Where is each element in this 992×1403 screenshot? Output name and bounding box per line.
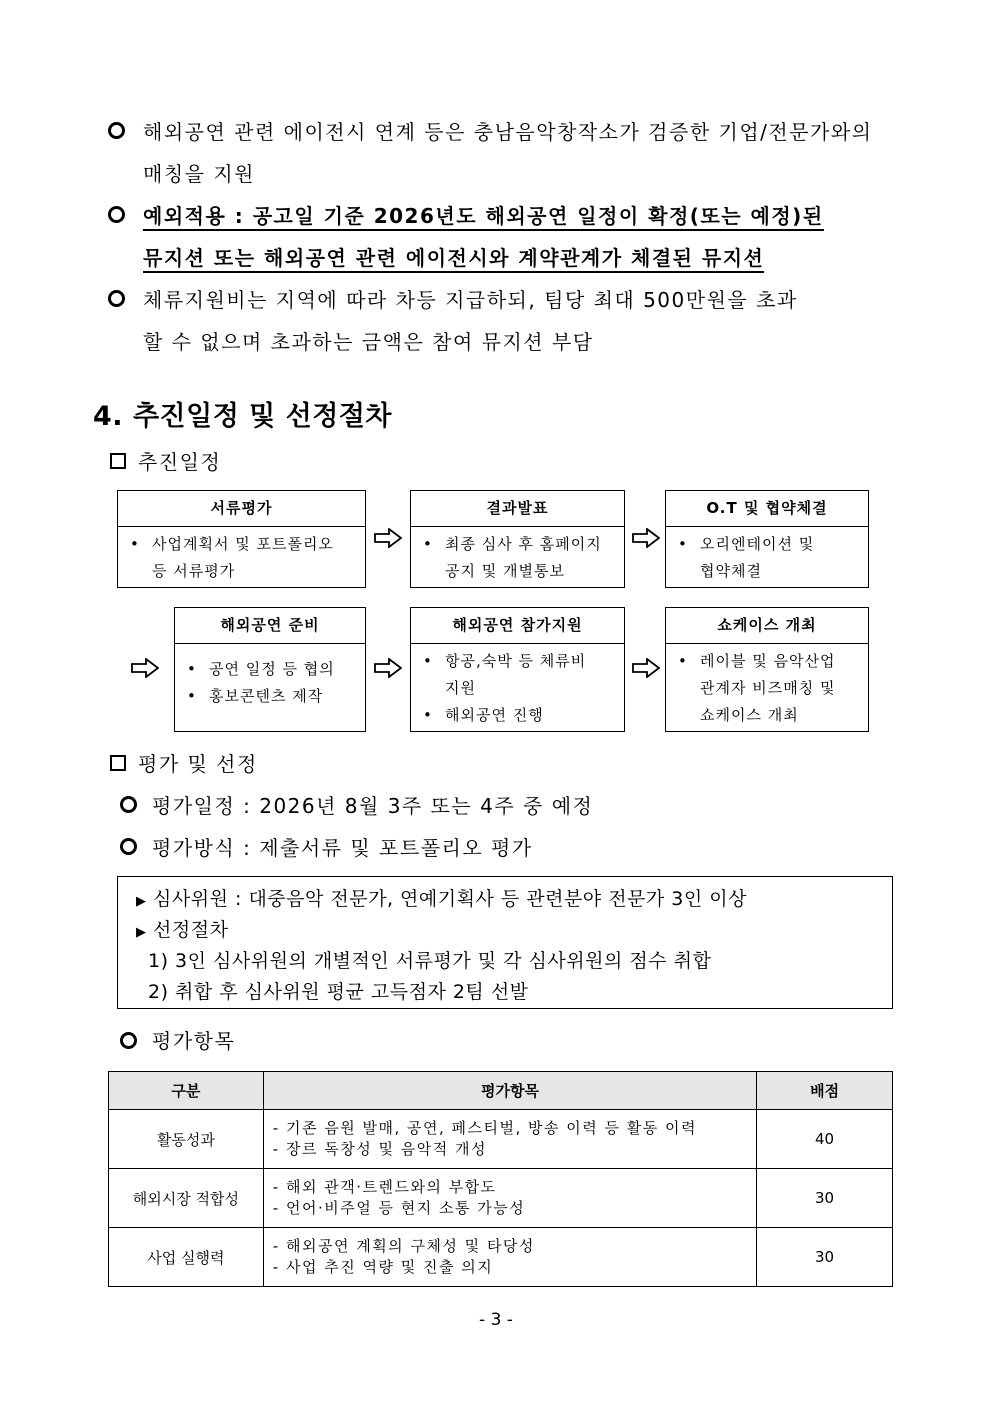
row-item: - 장르 독창성 및 음악적 개성	[272, 1140, 487, 1158]
table-row	[109, 1228, 893, 1287]
circle-bullet-icon	[120, 838, 137, 855]
step-item: 등 서류평가	[152, 562, 236, 580]
evaluation-date: 평가일정 : 2026년 8월 3주 또는 4주 중 예정	[152, 794, 594, 818]
step-item: 쇼케이스 개최	[700, 706, 799, 724]
circle-bullet-icon	[108, 206, 125, 223]
step-ot-agreement	[665, 490, 869, 588]
square-bullet-icon	[110, 755, 126, 771]
row-score: 30	[757, 1228, 893, 1287]
step-item: • 오리엔테이션 및	[674, 531, 860, 558]
judges-line: 심사위원 : 대중음악 전문가, 연예기획사 등 관련분야 전문가 3인 이상	[153, 888, 747, 910]
header-score: 배점	[757, 1072, 893, 1110]
row-score: 30	[757, 1169, 893, 1228]
step-item: 지원	[445, 679, 476, 697]
row-category: 사업 실행력	[109, 1228, 264, 1287]
step-title: 해외공연 참가지원	[411, 608, 624, 644]
step-item: 관계자 비즈매칭 및	[700, 679, 836, 697]
step-overseas-support	[410, 607, 625, 732]
row-item: - 언어·비주얼 등 현지 소통 가능성	[272, 1199, 526, 1217]
step-title: 결과발표	[411, 491, 624, 527]
table-row	[109, 1169, 893, 1228]
arrow-right-icon	[632, 658, 660, 678]
circle-bullet-icon	[108, 122, 125, 139]
circle-bullet-icon	[108, 290, 125, 307]
arrow-right-icon	[632, 528, 660, 548]
row-item: - 기존 음원 발매, 공연, 페스티벌, 방송 이력 등 활동 이력	[272, 1119, 697, 1137]
circle-bullet-icon	[120, 796, 137, 813]
step-item: 협약체결	[700, 562, 762, 580]
arrow-right-icon	[374, 658, 402, 678]
bullet-text: 할 수 없으며 초과하는 금액은 참여 뮤지션 부담	[143, 330, 594, 354]
step-item: • 공연 일정 등 협의	[183, 656, 357, 683]
row-category: 해외시장 적합성	[109, 1169, 264, 1228]
step-title: 해외공연 준비	[175, 608, 365, 644]
row-score: 40	[757, 1110, 893, 1169]
step-title: 쇼케이스 개최	[666, 608, 868, 644]
selection-info-box	[117, 876, 893, 1009]
evaluation-items-heading: 평가항목	[152, 1029, 236, 1053]
step-item: • 사업계획서 및 포트폴리오	[126, 531, 357, 558]
row-item: - 사업 추진 역량 및 진출 의지	[272, 1258, 494, 1276]
step-item: • 해외공연 진행	[419, 702, 616, 729]
circle-bullet-icon	[120, 1032, 137, 1049]
procedure-label: 선정절차	[153, 919, 229, 941]
step-showcase	[665, 607, 869, 732]
step-item: • 항공,숙박 등 체류비	[419, 648, 616, 675]
table-row	[109, 1110, 893, 1169]
triangle-right-icon: ▶	[136, 894, 147, 909]
arrow-right-icon	[374, 528, 402, 548]
table-header-row	[109, 1072, 893, 1110]
step-document-review	[117, 490, 366, 588]
row-item: - 해외 관객·트렌드와의 부합도	[272, 1178, 497, 1196]
step-title: O.T 및 협약체결	[666, 491, 868, 527]
bullet-text: 매칭을 지원	[143, 162, 255, 186]
bullet-text: 뮤지션 또는 해외공연 관련 에이전시와 계약관계가 체결된 뮤지션	[143, 246, 764, 273]
bullet-text: 예외적용 : 공고일 기준 2026년도 해외공연 일정이 확정(또는 예정)된	[143, 204, 824, 231]
row-category: 활동성과	[109, 1110, 264, 1169]
step-overseas-prep	[174, 607, 366, 732]
evaluation-heading: 평가 및 선정	[138, 752, 258, 776]
page-number: - 3 -	[479, 1310, 513, 1330]
schedule-heading: 추진일정	[138, 450, 222, 474]
row-item: - 해외공연 계획의 구체성 및 타당성	[272, 1237, 535, 1255]
step-result-announcement	[410, 490, 625, 588]
arrow-right-icon	[131, 658, 159, 678]
bullet-text: 체류지원비는 지역에 따라 차등 지급하되, 팀당 최대 500만원을 초과	[143, 288, 798, 312]
evaluation-method: 평가방식 : 제출서류 및 포트폴리오 평가	[152, 836, 533, 860]
evaluation-table	[108, 1071, 893, 1287]
procedure-step-2: 2) 취합 후 심사위원 평균 고득점자 2팀 선발	[148, 981, 529, 1003]
header-items: 평가항목	[263, 1072, 756, 1110]
step-item: 공지 및 개별통보	[445, 562, 565, 580]
bullet-text: 해외공연 관련 에이전시 연계 등은 충남음악창작소가 검증한 기업/전문가와의	[143, 120, 873, 144]
step-title: 서류평가	[118, 491, 365, 527]
step-item: • 레이블 및 음악산업	[674, 648, 860, 675]
header-category: 구분	[109, 1072, 264, 1110]
section-title: 4. 추진일정 및 선정절차	[93, 401, 392, 432]
step-item: • 홍보콘텐츠 제작	[183, 683, 357, 710]
square-bullet-icon	[110, 453, 126, 469]
triangle-right-icon: ▶	[136, 925, 147, 940]
procedure-step-1: 1) 3인 심사위원의 개별적인 서류평가 및 각 심사위원의 점수 취합	[148, 950, 712, 972]
step-item: • 최종 심사 후 홈페이지	[419, 531, 616, 558]
